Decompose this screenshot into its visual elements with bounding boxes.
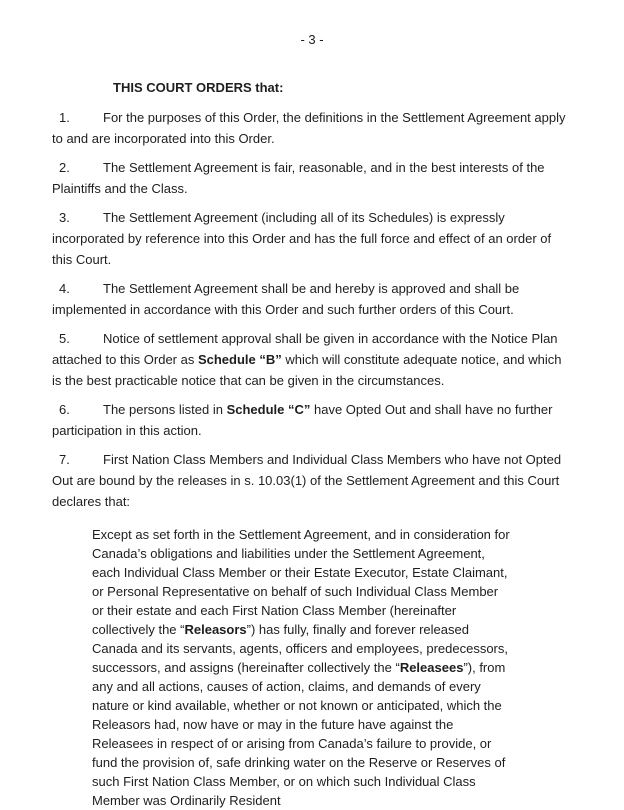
paragraph-number: 1. bbox=[59, 110, 70, 125]
paragraph-number: 7. bbox=[59, 452, 70, 467]
order-paragraph bbox=[52, 399, 572, 441]
paragraph-text: The persons listed in Schedule “C” have Opted Out and shall have no further participation in this action. bbox=[52, 402, 553, 438]
page-number: - 3 - bbox=[300, 32, 324, 47]
order-paragraph bbox=[52, 207, 572, 270]
order-paragraph bbox=[52, 449, 572, 512]
paragraph-text: The Settlement Agreement is fair, reasonable, and in the best interests of the Plaintiffs and the Class. bbox=[52, 160, 545, 196]
paragraph-number: 5. bbox=[59, 331, 70, 346]
order-paragraph bbox=[52, 157, 572, 199]
release-blockquote: Except as set forth in the Settlement Agreement, and in consideration for Canada’s obligations and liabilities under the Settlement Agreement, each Individual Class Member or their Estate Executor, Estate Claimant, or Personal Representative on behalf of such Individual Class Member or their estate and each First Nation Class Member (hereinafter collectively the “Releasors”) has fully, finally and forever released Canada and its servants, agents, officers and employees, predecessors, successors, and assigns (hereinafter collectively the “Releasees”), from any and all actions, causes of action, claims, and demands of every nature or kind available, whether or not known or anticipated, which the Releasors had, now have or may in the future have against the Releasees in respect of or arising from Canada’s failure to provide, or fund the provision of, safe drinking water on the Reserve or Reserves of such First Nation Class Member, or on which such Individual Class Member was Ordinarily Resident bbox=[92, 527, 510, 808]
paragraph-text: The Settlement Agreement (including all of its Schedules) is expressly incorporated by reference into this Order and has the full force and effect of an order of this Court. bbox=[52, 210, 552, 267]
order-paragraph bbox=[52, 328, 572, 391]
order-paragraph bbox=[52, 278, 572, 320]
paragraph-number: 4. bbox=[59, 281, 70, 296]
paragraph-number: 6. bbox=[59, 402, 70, 417]
paragraph-text: The Settlement Agreement shall be and hereby is approved and shall be implemented in accordance with this Order and such further orders of this Court. bbox=[52, 281, 520, 317]
orders-heading: THIS COURT ORDERS that: bbox=[113, 80, 284, 95]
paragraph-text: First Nation Class Members and Individual Class Members who have not Opted Out are bound by the releases in s. 10.03(1) of the Settlement Agreement and this Court declares that: bbox=[52, 452, 562, 509]
paragraph-number: 3. bbox=[59, 210, 70, 225]
order-paragraph bbox=[52, 107, 572, 149]
paragraph-text: For the purposes of this Order, the definitions in the Settlement Agreement apply to and are incorporated into this Order. bbox=[52, 110, 566, 146]
paragraph-number: 2. bbox=[59, 160, 70, 175]
ordered-paragraphs bbox=[52, 107, 572, 512]
paragraph-text: Notice of settlement approval shall be given in accordance with the Notice Plan attached to this Order as Schedule “B” which will constitute adequate notice, and which is the best practicable notice that can be given in the circumstances. bbox=[52, 331, 562, 388]
